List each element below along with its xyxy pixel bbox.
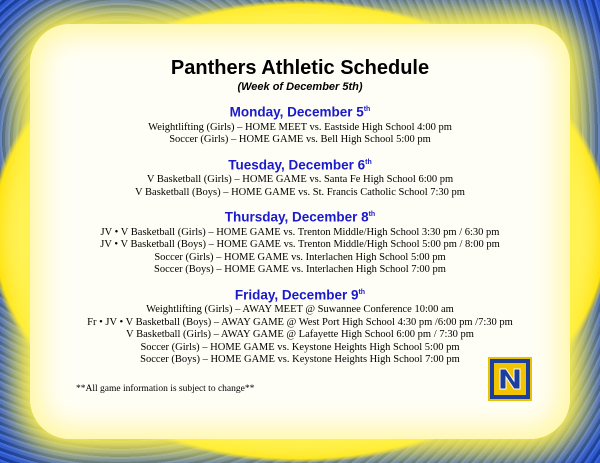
event-line: V Basketball (Boys) – HOME GAME vs. St. Francis Catholic School 7:30 pm xyxy=(135,186,465,198)
disclaimer-note: **All game information is subject to change** xyxy=(76,384,255,394)
event-line: Soccer (Boys) – HOME GAME vs. Interlachen High School 7:00 pm xyxy=(154,264,446,275)
day-heading: Thursday, December 8th xyxy=(224,209,376,225)
event-line: Weightlifting (Girls) – AWAY MEET @ Suwannee Conference 10:00 am xyxy=(146,304,454,315)
event-line: Soccer (Girls) – HOME GAME vs. Interlachen High School 5:00 pm xyxy=(154,251,446,263)
event-line: JV • V Basketball (Girls) – HOME GAME vs. Trenton Middle/High School 3:30 pm / 6:30 pm xyxy=(100,226,500,238)
event-line: V Basketball (Girls) – AWAY GAME @ Lafayette High School 6:00 pm / 7:30 pm xyxy=(126,329,474,340)
day-heading: Friday, December 9th xyxy=(234,287,366,302)
day-heading: Tuesday, December 6th xyxy=(228,157,372,172)
day-section-friday xyxy=(0,284,600,367)
day-section-thursday xyxy=(0,206,600,277)
event-line: V Basketball (Girls) – HOME GAME vs. Santa Fe High School 6:00 pm xyxy=(146,174,454,185)
day-section-tuesday xyxy=(0,154,600,200)
event-line: Soccer (Girls) – HOME GAME vs. Keystone Heights High School 5:00 pm xyxy=(140,341,460,353)
event-line: JV • V Basketball (Boys) – HOME GAME vs. Trenton Middle/High School 5:00 pm / 8:00 pm xyxy=(100,239,500,250)
event-line: Weightlifting (Girls) – HOME MEET vs. Eastside High School 4:00 pm xyxy=(148,121,452,133)
school-logo-icon xyxy=(488,357,532,401)
page-title: Panthers Athletic Schedule xyxy=(170,57,430,79)
day-heading: Monday, December 5th xyxy=(229,104,371,120)
letter-n-icon xyxy=(497,366,523,392)
page-subtitle: (Week of December 5th) xyxy=(237,81,363,93)
event-line: Soccer (Boys) – HOME GAME vs. Keystone Heights High School 7:00 pm xyxy=(140,354,460,365)
schedule-content xyxy=(0,56,600,367)
day-section-monday xyxy=(0,101,600,147)
event-line: Fr • JV • V Basketball (Boys) – AWAY GAME @ West Port High School 4:30 pm /6:00 pm /7:30 pm xyxy=(87,316,513,328)
event-line: Soccer (Girls) – HOME GAME vs. Bell High School 5:00 pm xyxy=(169,134,431,145)
